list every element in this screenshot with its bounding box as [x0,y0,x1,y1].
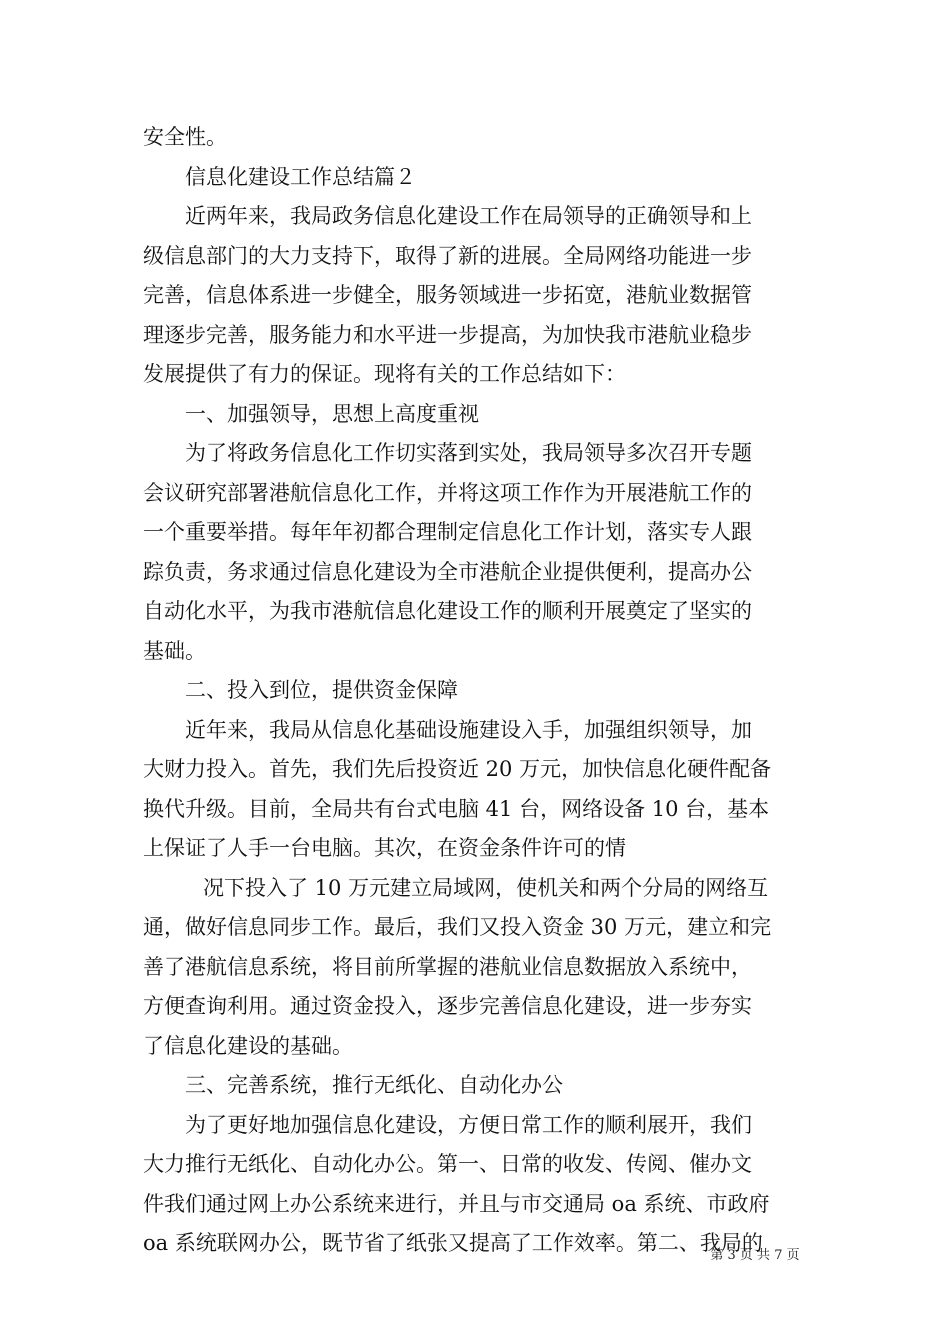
text-line: 善了港航信息系统，将目前所掌握的港航业信息数据放入系统中， [143,954,752,979]
text-line: 二、投入到位，提供资金保障 [185,678,458,702]
text-line: 完善，信息体系进一步健全，服务领域进一步拓宽，港航业数据管 [143,283,752,307]
text-line: 三、完善系统，推行无纸化、自动化办公 [185,1073,563,1097]
text-line: 基础。 [143,638,206,663]
text-line: 件我们通过网上办公系统来进行，并且与市交通局 oa 系统、市政府 [143,1191,770,1216]
text-line: 换代升级。目前，全局共有台式电脑 41 台，网络设备 10 台，基本 [143,796,770,821]
text-line: 信息化建设工作总结篇２ [185,164,416,189]
text-line: 会议研究部署港航信息化工作，并将这项工作作为开展港航工作的 [143,480,752,505]
text-line: 况下投入了 10 万元建立局域网，使机关和两个分局的网络互 [203,875,769,900]
text-line: 通，做好信息同步工作。最后，我们又投入资金 30 万元，建立和完 [143,915,772,939]
text-line: 了信息化建设的基础。 [143,1033,353,1058]
text-line: 级信息部门的大力支持下，取得了新的进展。全局网络功能进一步 [143,243,752,268]
text-line: 大力推行无纸化、自动化办公。第一、日常的收发、传阅、催办文 [143,1152,752,1176]
text-line: 近年来，我局从信息化基础设施建设入手，加强组织领导，加 [185,717,752,742]
text-line: 一、加强领导，思想上高度重视 [185,401,479,426]
text-line: 安全性。 [143,125,227,149]
text-line: 自动化水平，为我市港航信息化建设工作的顺利开展奠定了坚实的 [143,599,752,623]
text-line: 为了更好地加强信息化建设，方便日常工作的顺利展开，我们 [185,1112,752,1137]
text-line: 发展提供了有力的保证。现将有关的工作总结如下： [143,362,626,386]
page-footer: 第 3 页 共 7 页 [710,1248,800,1263]
text-line: 近两年来，我局政务信息化建设工作在局领导的正确领导和上 [185,204,752,228]
text-line: 一个重要举措。每年年初都合理制定信息化工作计划，落实专人跟 [143,520,752,544]
text-line: oa 系统联网办公，既节省了纸张又提高了工作效率。第二、我局的 [143,1231,763,1255]
text-line: 踪负责，务求通过信息化建设为全市港航企业提供便利，提高办公 [143,559,752,584]
text-line: 大财力投入。首先，我们先后投资近 20 万元，加快信息化硬件配备 [143,757,772,781]
text-line: 为了将政务信息化工作切实落到实处，我局领导多次召开专题 [185,441,752,465]
document-body [143,118,811,1264]
text-line: 上保证了人手一台电脑。其次，在资金条件许可的情 [143,836,626,860]
text-line: 理逐步完善，服务能力和水平进一步提高，为加快我市港航业稳步 [143,322,752,347]
text-line: 方便查询利用。通过资金投入，逐步完善信息化建设，进一步夯实 [143,994,752,1018]
